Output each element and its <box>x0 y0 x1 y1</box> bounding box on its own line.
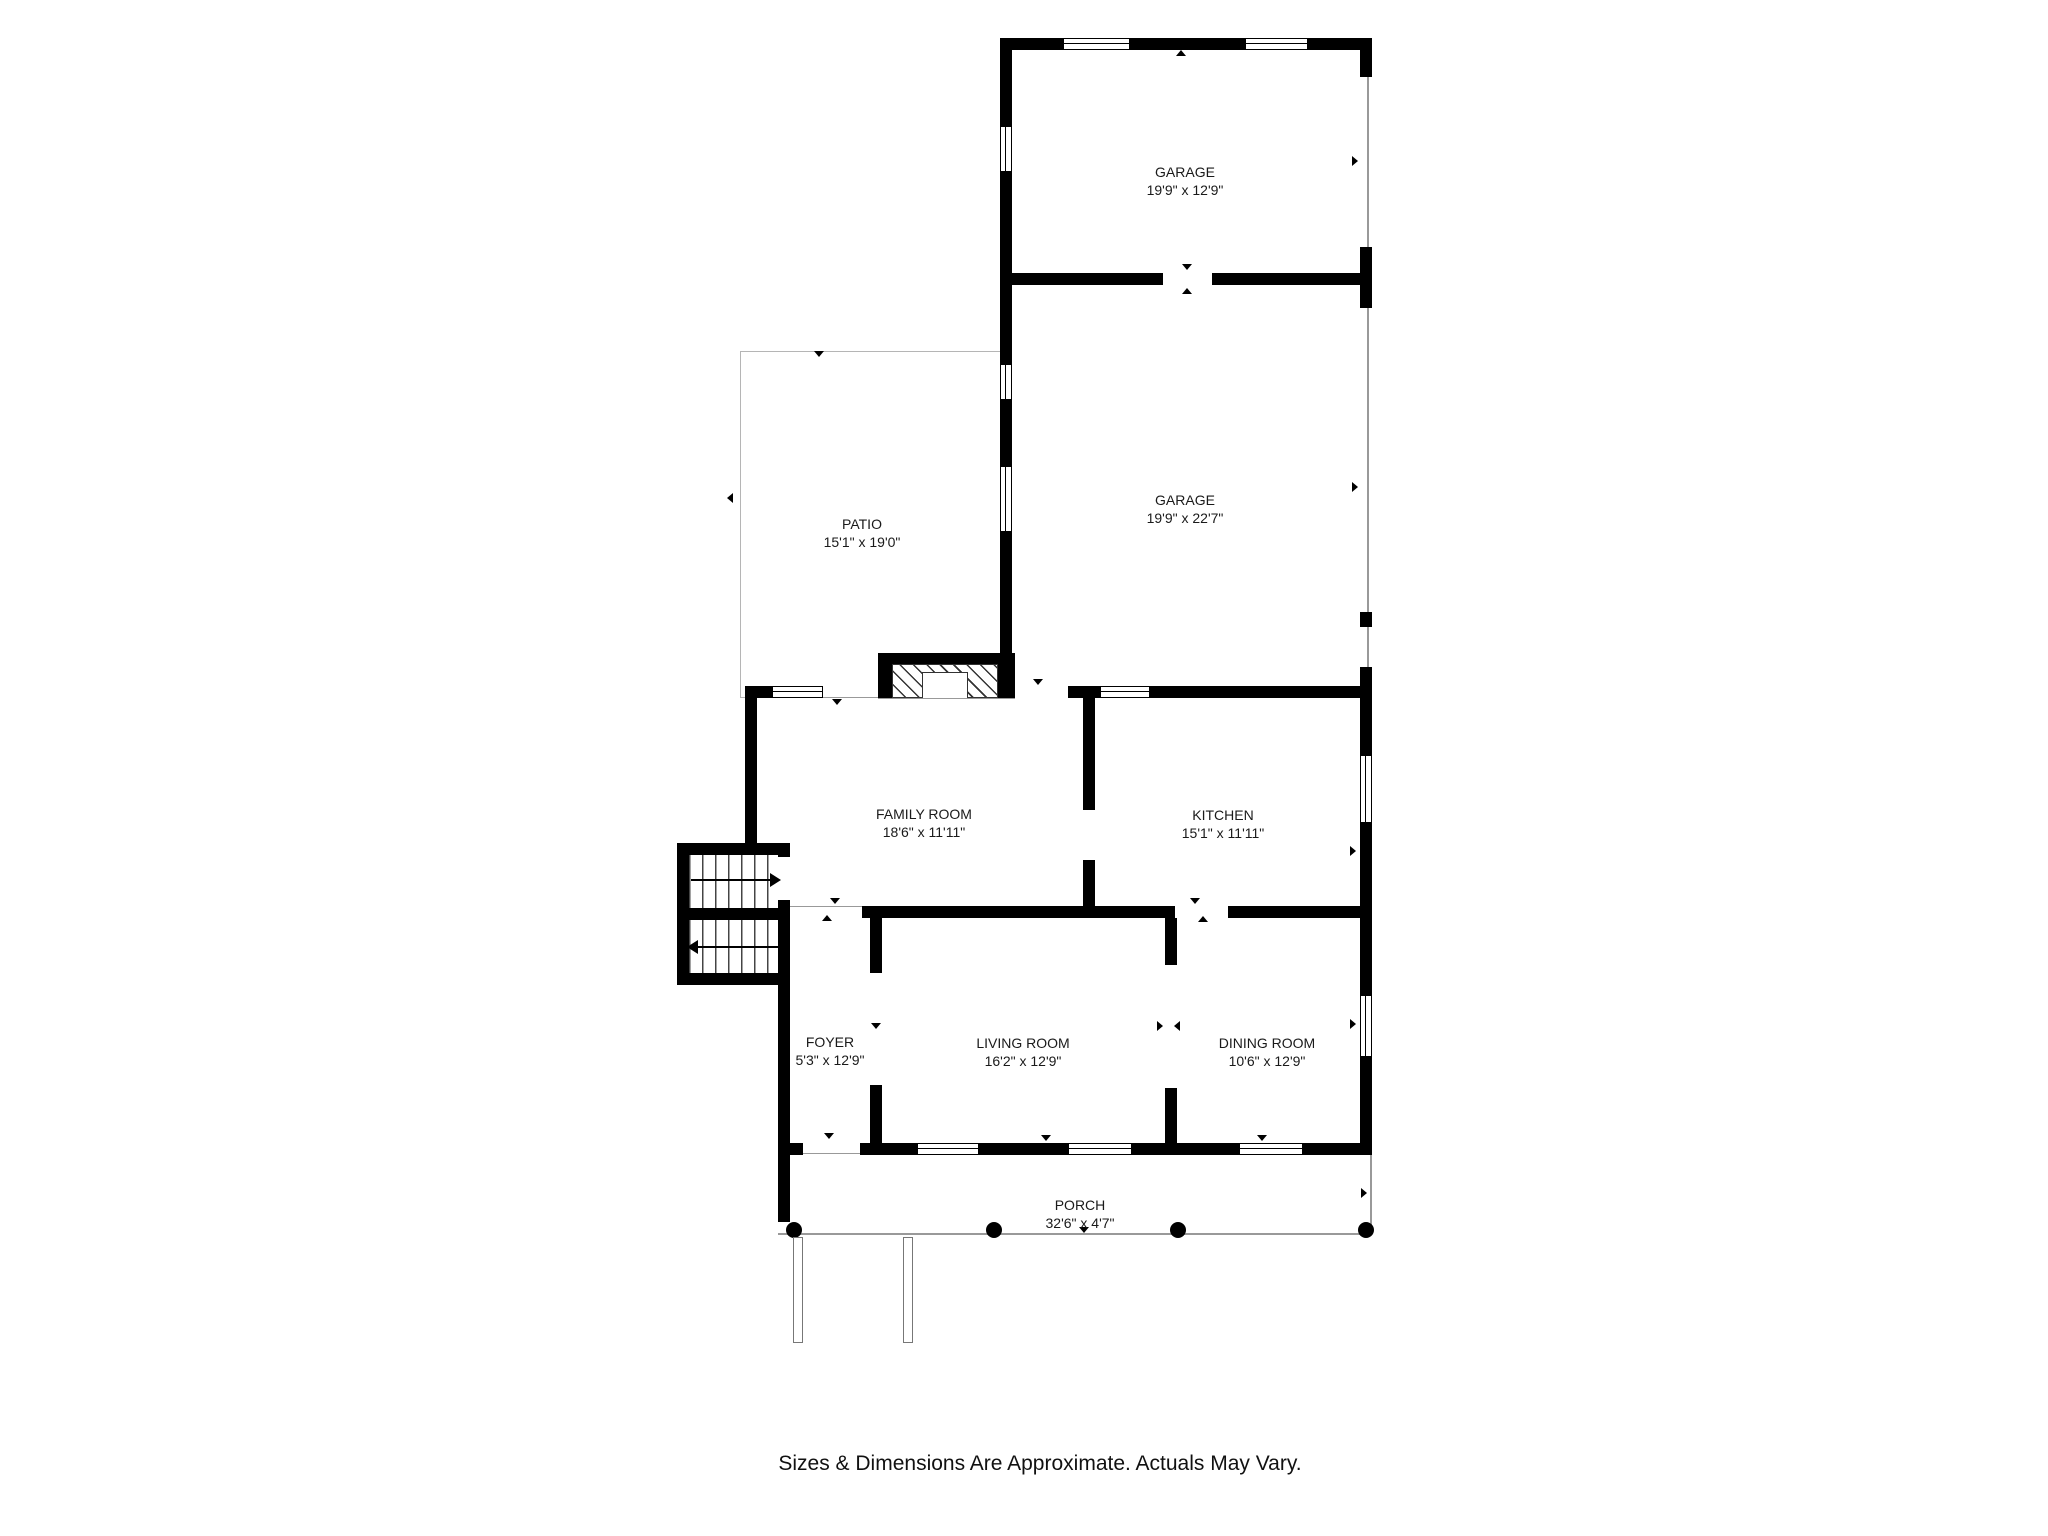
direction-marker <box>1361 1188 1367 1198</box>
room-name: GARAGE <box>1155 492 1215 508</box>
direction-marker <box>822 915 832 921</box>
window <box>1239 1143 1303 1155</box>
window <box>1360 995 1372 1057</box>
wall-segment <box>1083 698 1095 810</box>
direction-marker <box>824 1133 834 1139</box>
direction-marker <box>1174 1021 1180 1031</box>
room-label-kitchen <box>1182 806 1265 842</box>
porch-column <box>1170 1222 1186 1238</box>
porch-step-rail <box>793 1237 803 1343</box>
fireplace-surround <box>998 653 1015 698</box>
wall-segment <box>1303 1143 1372 1155</box>
room-label-dining-room <box>1219 1034 1315 1070</box>
direction-marker <box>1350 846 1356 856</box>
direction-marker <box>1190 898 1200 904</box>
room-label-living-room <box>976 1034 1069 1070</box>
room-label-family-room <box>876 805 972 841</box>
window <box>1360 755 1372 823</box>
fireplace-hearth-line <box>878 698 1015 699</box>
wall-segment <box>1360 1057 1372 1143</box>
window <box>1068 1143 1132 1155</box>
direction-marker <box>1257 1135 1267 1141</box>
garage-door <box>1367 308 1369 612</box>
porch-edge <box>778 1233 1372 1235</box>
direction-marker <box>727 493 733 503</box>
window <box>1000 364 1012 400</box>
wall-segment <box>1000 273 1163 285</box>
window <box>772 686 823 698</box>
stair-arrow-head <box>687 940 698 954</box>
direction-marker <box>830 898 840 904</box>
wall-segment <box>1000 38 1012 126</box>
garage-door <box>1367 627 1369 667</box>
wall-segment <box>1165 918 1177 965</box>
direction-marker <box>1352 482 1358 492</box>
room-label-garage-upper <box>1147 163 1224 199</box>
staircase-wall <box>677 973 790 985</box>
wall-segment <box>1068 686 1100 698</box>
wall-segment <box>870 918 882 973</box>
window <box>1000 466 1012 532</box>
wall-segment <box>1000 172 1012 285</box>
room-name: FOYER <box>805 1034 855 1050</box>
direction-marker <box>1041 1135 1051 1141</box>
window <box>1000 126 1012 172</box>
direction-marker <box>832 699 842 705</box>
direction-marker <box>749 765 755 775</box>
wall-segment <box>1212 273 1372 285</box>
wall-segment <box>1360 698 1372 755</box>
patio-door-opening <box>823 697 878 698</box>
wall-segment <box>1130 38 1245 50</box>
staircase-wall <box>778 900 790 985</box>
window <box>1100 686 1150 698</box>
wall-segment <box>1360 285 1372 308</box>
disclaimer-text: Sizes & Dimensions Are Approximate. Actuals May Vary. <box>778 1452 1302 1475</box>
window <box>1245 38 1308 50</box>
door-opening <box>790 906 862 907</box>
fireplace-surround <box>878 653 892 698</box>
direction-marker <box>1198 916 1208 922</box>
wall-segment <box>1132 1143 1239 1155</box>
wall-segment <box>979 1143 1068 1155</box>
wall-segment <box>1000 285 1012 364</box>
wall-segment <box>1360 918 1372 995</box>
wall-segment <box>778 985 790 1222</box>
wall-segment <box>870 1085 882 1143</box>
room-label-patio <box>824 515 901 551</box>
staircase-wall <box>677 908 787 920</box>
room-dims: 19'9" x 12'9" <box>1146 182 1224 198</box>
room-dims: 10'6" x 12'9" <box>1228 1053 1306 1069</box>
room-name: LIVING ROOM <box>976 1035 1070 1051</box>
fireplace-firebox <box>922 672 968 698</box>
direction-marker <box>1182 264 1192 270</box>
direction-marker <box>871 1023 881 1029</box>
room-dims: 15'1" x 19'0" <box>823 534 901 550</box>
wall-segment <box>778 1143 803 1155</box>
direction-marker <box>1033 679 1043 685</box>
wall-segment <box>1083 860 1095 918</box>
stair-arrow-down <box>697 946 781 948</box>
room-name: PATIO <box>842 516 882 532</box>
wall-segment <box>1360 612 1372 627</box>
room-dims: 32'6" x 4'7" <box>1045 1215 1115 1231</box>
direction-marker <box>814 351 824 357</box>
room-label-foyer <box>796 1033 865 1069</box>
direction-marker <box>1014 908 1024 914</box>
direction-marker <box>1176 50 1186 56</box>
room-dims: 19'9" x 22'7" <box>1146 510 1224 526</box>
front-door-opening <box>803 1153 860 1154</box>
room-label-garage-lower <box>1147 491 1224 527</box>
wall-segment <box>1228 906 1372 918</box>
room-dims: 18'6" x 11'11" <box>882 824 966 840</box>
room-label-porch <box>1046 1196 1115 1232</box>
room-name: GARAGE <box>1155 164 1215 180</box>
wall-segment <box>860 1143 917 1155</box>
window <box>917 1143 979 1155</box>
porch-column <box>1358 1222 1374 1238</box>
wall-segment <box>1165 1088 1177 1143</box>
porch-column <box>986 1222 1002 1238</box>
porch-edge <box>1370 1155 1372 1234</box>
window <box>1063 38 1130 50</box>
direction-marker <box>1352 156 1358 166</box>
room-name: FAMILY ROOM <box>876 806 972 822</box>
porch-column <box>786 1222 802 1238</box>
porch-step-rail <box>903 1237 913 1343</box>
wall-segment <box>1360 823 1372 918</box>
wall-segment <box>1150 686 1372 698</box>
wall-segment <box>1360 38 1372 77</box>
direction-marker <box>1157 1021 1163 1031</box>
direction-marker <box>1350 1019 1356 1029</box>
room-dims: 15'1" x 11'11" <box>1181 825 1265 841</box>
room-name: DINING ROOM <box>1218 1035 1316 1051</box>
staircase-wall <box>778 843 790 857</box>
wall-segment <box>1000 400 1012 466</box>
room-dims: 5'3" x 12'9" <box>795 1052 865 1068</box>
staircase-wall <box>677 843 790 855</box>
room-dims: 16'2" x 12'9" <box>984 1053 1062 1069</box>
room-name: PORCH <box>1054 1197 1106 1213</box>
garage-door <box>1367 77 1369 247</box>
direction-marker <box>1086 797 1092 807</box>
direction-marker <box>1182 288 1192 294</box>
stair-arrow-head <box>770 873 781 887</box>
stair-arrow-up <box>691 879 777 881</box>
room-name: KITCHEN <box>1192 807 1254 823</box>
stair-treads <box>689 855 779 908</box>
